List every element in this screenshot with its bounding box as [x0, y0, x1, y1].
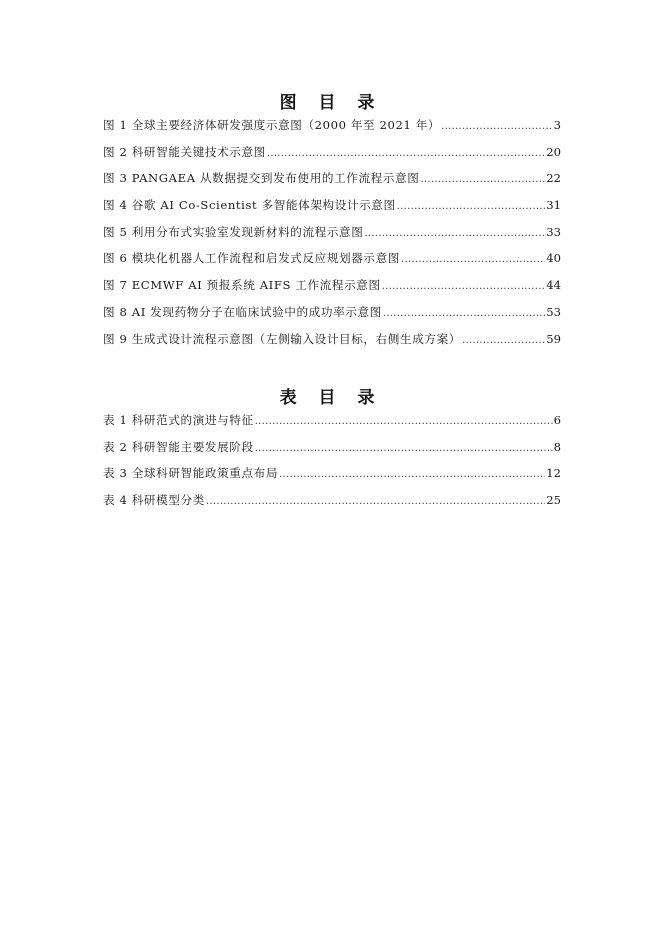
- toc-entry-page-number: 20: [546, 144, 561, 159]
- toc-entry-figure-3[interactable]: [103, 170, 561, 197]
- toc-entry-label: 图 7 ECMWF AI 预报系统 AIFS 工作流程示意图: [103, 278, 381, 293]
- list-of-figures-heading: 图 目 录: [279, 93, 383, 113]
- toc-entry-page-number: 44: [546, 278, 561, 293]
- toc-entry-figure-5[interactable]: [103, 224, 561, 251]
- dot-leader: [441, 121, 553, 132]
- toc-entry-page-number: 8: [553, 439, 561, 454]
- toc-entry-page-number: 25: [546, 493, 561, 508]
- dot-leader: [382, 281, 546, 292]
- toc-entry-page-number: 33: [546, 224, 561, 239]
- dot-leader: [255, 416, 553, 427]
- toc-entry-page-number: 40: [546, 251, 561, 266]
- toc-entry-label: 图 9 生成式设计流程示意图（左侧输入设计目标，右侧生成方案）: [103, 331, 461, 346]
- toc-entry-figure-2[interactable]: [103, 144, 561, 171]
- toc-entry-figure-9[interactable]: [103, 331, 561, 358]
- toc-entry-label: 表 2 科研智能主要发展阶段: [103, 439, 254, 454]
- dot-leader: [401, 254, 545, 265]
- toc-entry-label: 图 2 科研智能关键技术示意图: [103, 144, 266, 159]
- dot-leader: [420, 174, 545, 185]
- dot-leader: [397, 201, 546, 212]
- toc-entry-page-number: 22: [546, 171, 561, 186]
- toc-entry-page-number: 59: [546, 331, 561, 346]
- dot-leader: [364, 228, 545, 239]
- toc-entry-figure-8[interactable]: [103, 304, 561, 331]
- toc-entry-figure-1[interactable]: [103, 117, 561, 144]
- dot-leader: [255, 443, 553, 454]
- toc-entry-label: 图 5 利用分布式实验室发现新材料的流程示意图: [103, 224, 364, 239]
- toc-entry-table-1[interactable]: [103, 412, 561, 439]
- toc-entry-page-number: 6: [553, 413, 561, 427]
- toc-entry-label: 图 8 AI 发现药物分子在临床试验中的成功率示意图: [103, 304, 382, 319]
- list-of-tables: [103, 412, 561, 519]
- toc-entry-label: 表 1 科研范式的演进与特征: [103, 413, 254, 427]
- toc-entry-label: 图 1 全球主要经济体研发强度示意图（2000 年至 2021 年）: [103, 118, 441, 132]
- list-of-figures: [103, 117, 561, 357]
- toc-entry-label: 表 4 科研模型分类: [103, 493, 205, 508]
- toc-entry-page-number: 3: [553, 118, 561, 132]
- toc-entry-table-2[interactable]: [103, 439, 561, 466]
- dot-leader: [267, 148, 545, 159]
- toc-entry-page-number: 31: [546, 198, 561, 213]
- toc-entry-table-3[interactable]: [103, 465, 561, 492]
- dot-leader: [462, 335, 545, 346]
- list-of-tables-heading: 表 目 录: [279, 388, 383, 408]
- dot-leader: [279, 469, 545, 480]
- toc-entry-label: 图 6 模块化机器人工作流程和启发式反应规划器示意图: [103, 251, 401, 266]
- toc-entry-label: 图 4 谷歌 AI Co-Scientist 多智能体架构设计示意图: [103, 198, 396, 213]
- dot-leader: [383, 308, 545, 319]
- toc-entry-figure-4[interactable]: [103, 197, 561, 224]
- toc-entry-table-4[interactable]: [103, 492, 561, 519]
- toc-entry-label: 图 3 PANGAEA 从数据提交到发布使用的工作流程示意图: [103, 171, 420, 186]
- toc-entry-figure-7[interactable]: [103, 277, 561, 304]
- toc-entry-label: 表 3 全球科研智能政策重点布局: [103, 466, 279, 481]
- toc-entry-figure-6[interactable]: [103, 250, 561, 277]
- toc-entry-page-number: 12: [546, 466, 561, 481]
- toc-entry-page-number: 53: [546, 304, 561, 319]
- dot-leader: [206, 496, 545, 507]
